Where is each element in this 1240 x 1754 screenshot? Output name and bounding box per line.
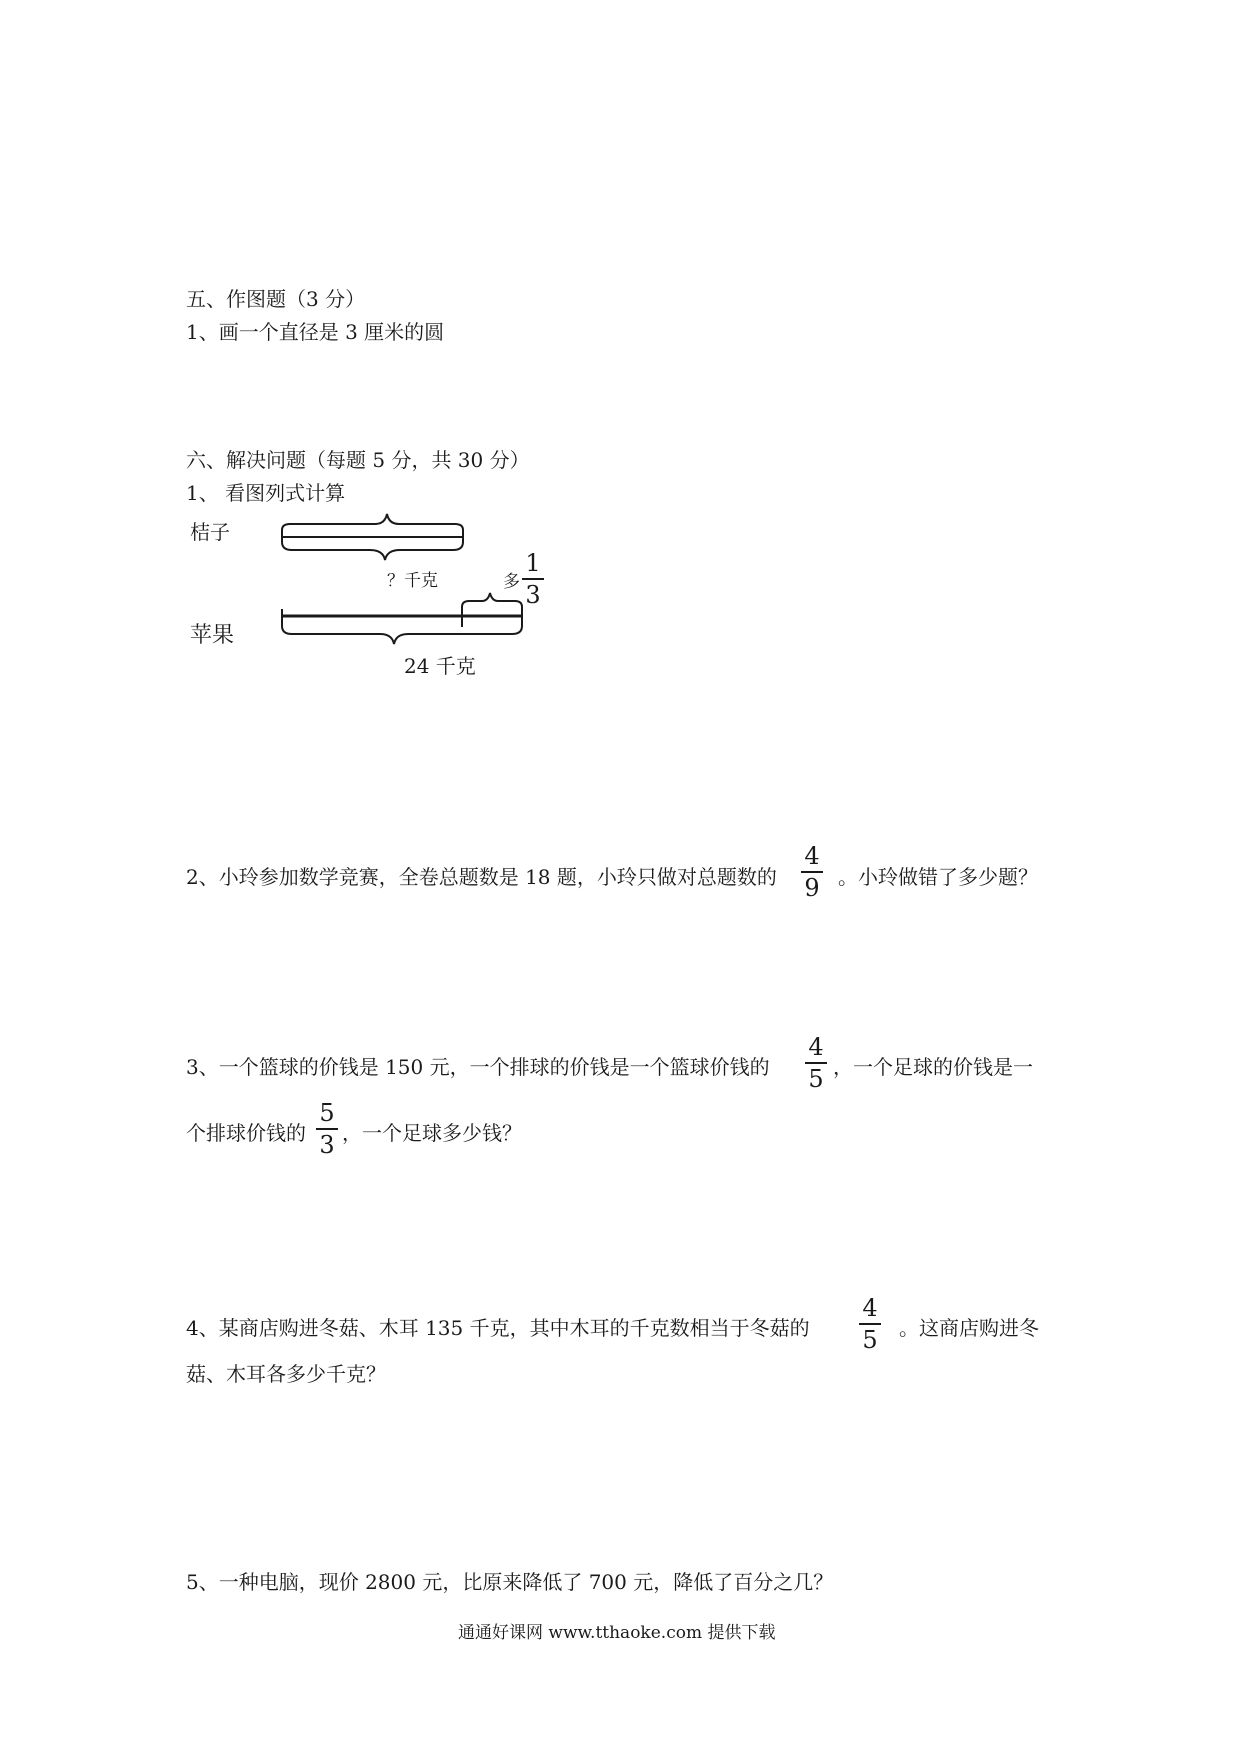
question-4-line-1: 4、某商店购进冬菇、木耳 135 千克，其中木耳的千克数相当于冬菇的 <box>186 1316 810 1340</box>
question-4-line-2: 菇、木耳各多少千克？ <box>186 1362 386 1386</box>
fraction-bar <box>805 1062 827 1064</box>
question-3-line-2: 个排球价钱的 <box>186 1121 306 1145</box>
label-orange: 桔子 <box>190 520 230 544</box>
fraction-denominator: 9 <box>804 874 820 902</box>
fraction-numerator: 4 <box>808 1033 824 1061</box>
extra-third-brace <box>462 593 522 616</box>
orange-bottom-brace <box>282 537 463 560</box>
apple-total-brace <box>282 616 522 644</box>
fraction-denominator: 5 <box>808 1065 824 1093</box>
question-4-line-1-end: 。这商店购进冬 <box>899 1316 1039 1340</box>
fraction-numerator: 4 <box>804 842 820 870</box>
question-5-text: 5、一种电脑，现价 2800 元，比原来降低了 700 元，降低了百分之几？ <box>186 1570 834 1594</box>
section6-question-1: 1、 看图列式计算 <box>186 481 346 505</box>
question-2-text-end: 。小玲做错了多少题？ <box>838 865 1038 889</box>
fraction-bar <box>316 1128 338 1130</box>
question-2-text: 2、小玲参加数学竞赛，全卷总题数是 18 题，小玲只做对总题数的 <box>186 865 777 889</box>
question-3-line-2-end: ，一个足球多少钱？ <box>342 1121 522 1145</box>
question-3-line-1-end: ，一个足球的价钱是一 <box>833 1055 1033 1079</box>
section6-title: 六、解决问题（每题 5 分，共 30 分） <box>186 448 530 472</box>
fraction-bar <box>859 1323 881 1325</box>
label-more: 多 <box>503 572 520 592</box>
fraction-numerator: 4 <box>862 1294 878 1322</box>
label-apple: 苹果 <box>190 623 235 648</box>
label-unknown-kg: ？千克 <box>387 571 438 591</box>
section5-title: 五、作图题（3 分） <box>186 287 366 311</box>
fraction-numerator: 1 <box>525 549 541 577</box>
page-footer: 通通好课网 www.tthaoke.com 提供下载 <box>458 1623 776 1643</box>
question-3-line-1: 3、一个篮球的价钱是 150 元，一个排球的价钱是一个篮球价钱的 <box>186 1055 770 1079</box>
label-total-kg: 24 千克 <box>404 654 476 678</box>
fraction-denominator: 5 <box>862 1326 878 1354</box>
fraction-denominator: 3 <box>319 1131 335 1159</box>
fraction-bar <box>801 871 823 873</box>
orange-top-brace <box>282 514 463 537</box>
section5-question-1: 1、画一个直径是 3 厘米的圆 <box>186 320 445 344</box>
fraction-denominator: 3 <box>525 581 541 609</box>
fraction-numerator: 5 <box>319 1099 335 1127</box>
